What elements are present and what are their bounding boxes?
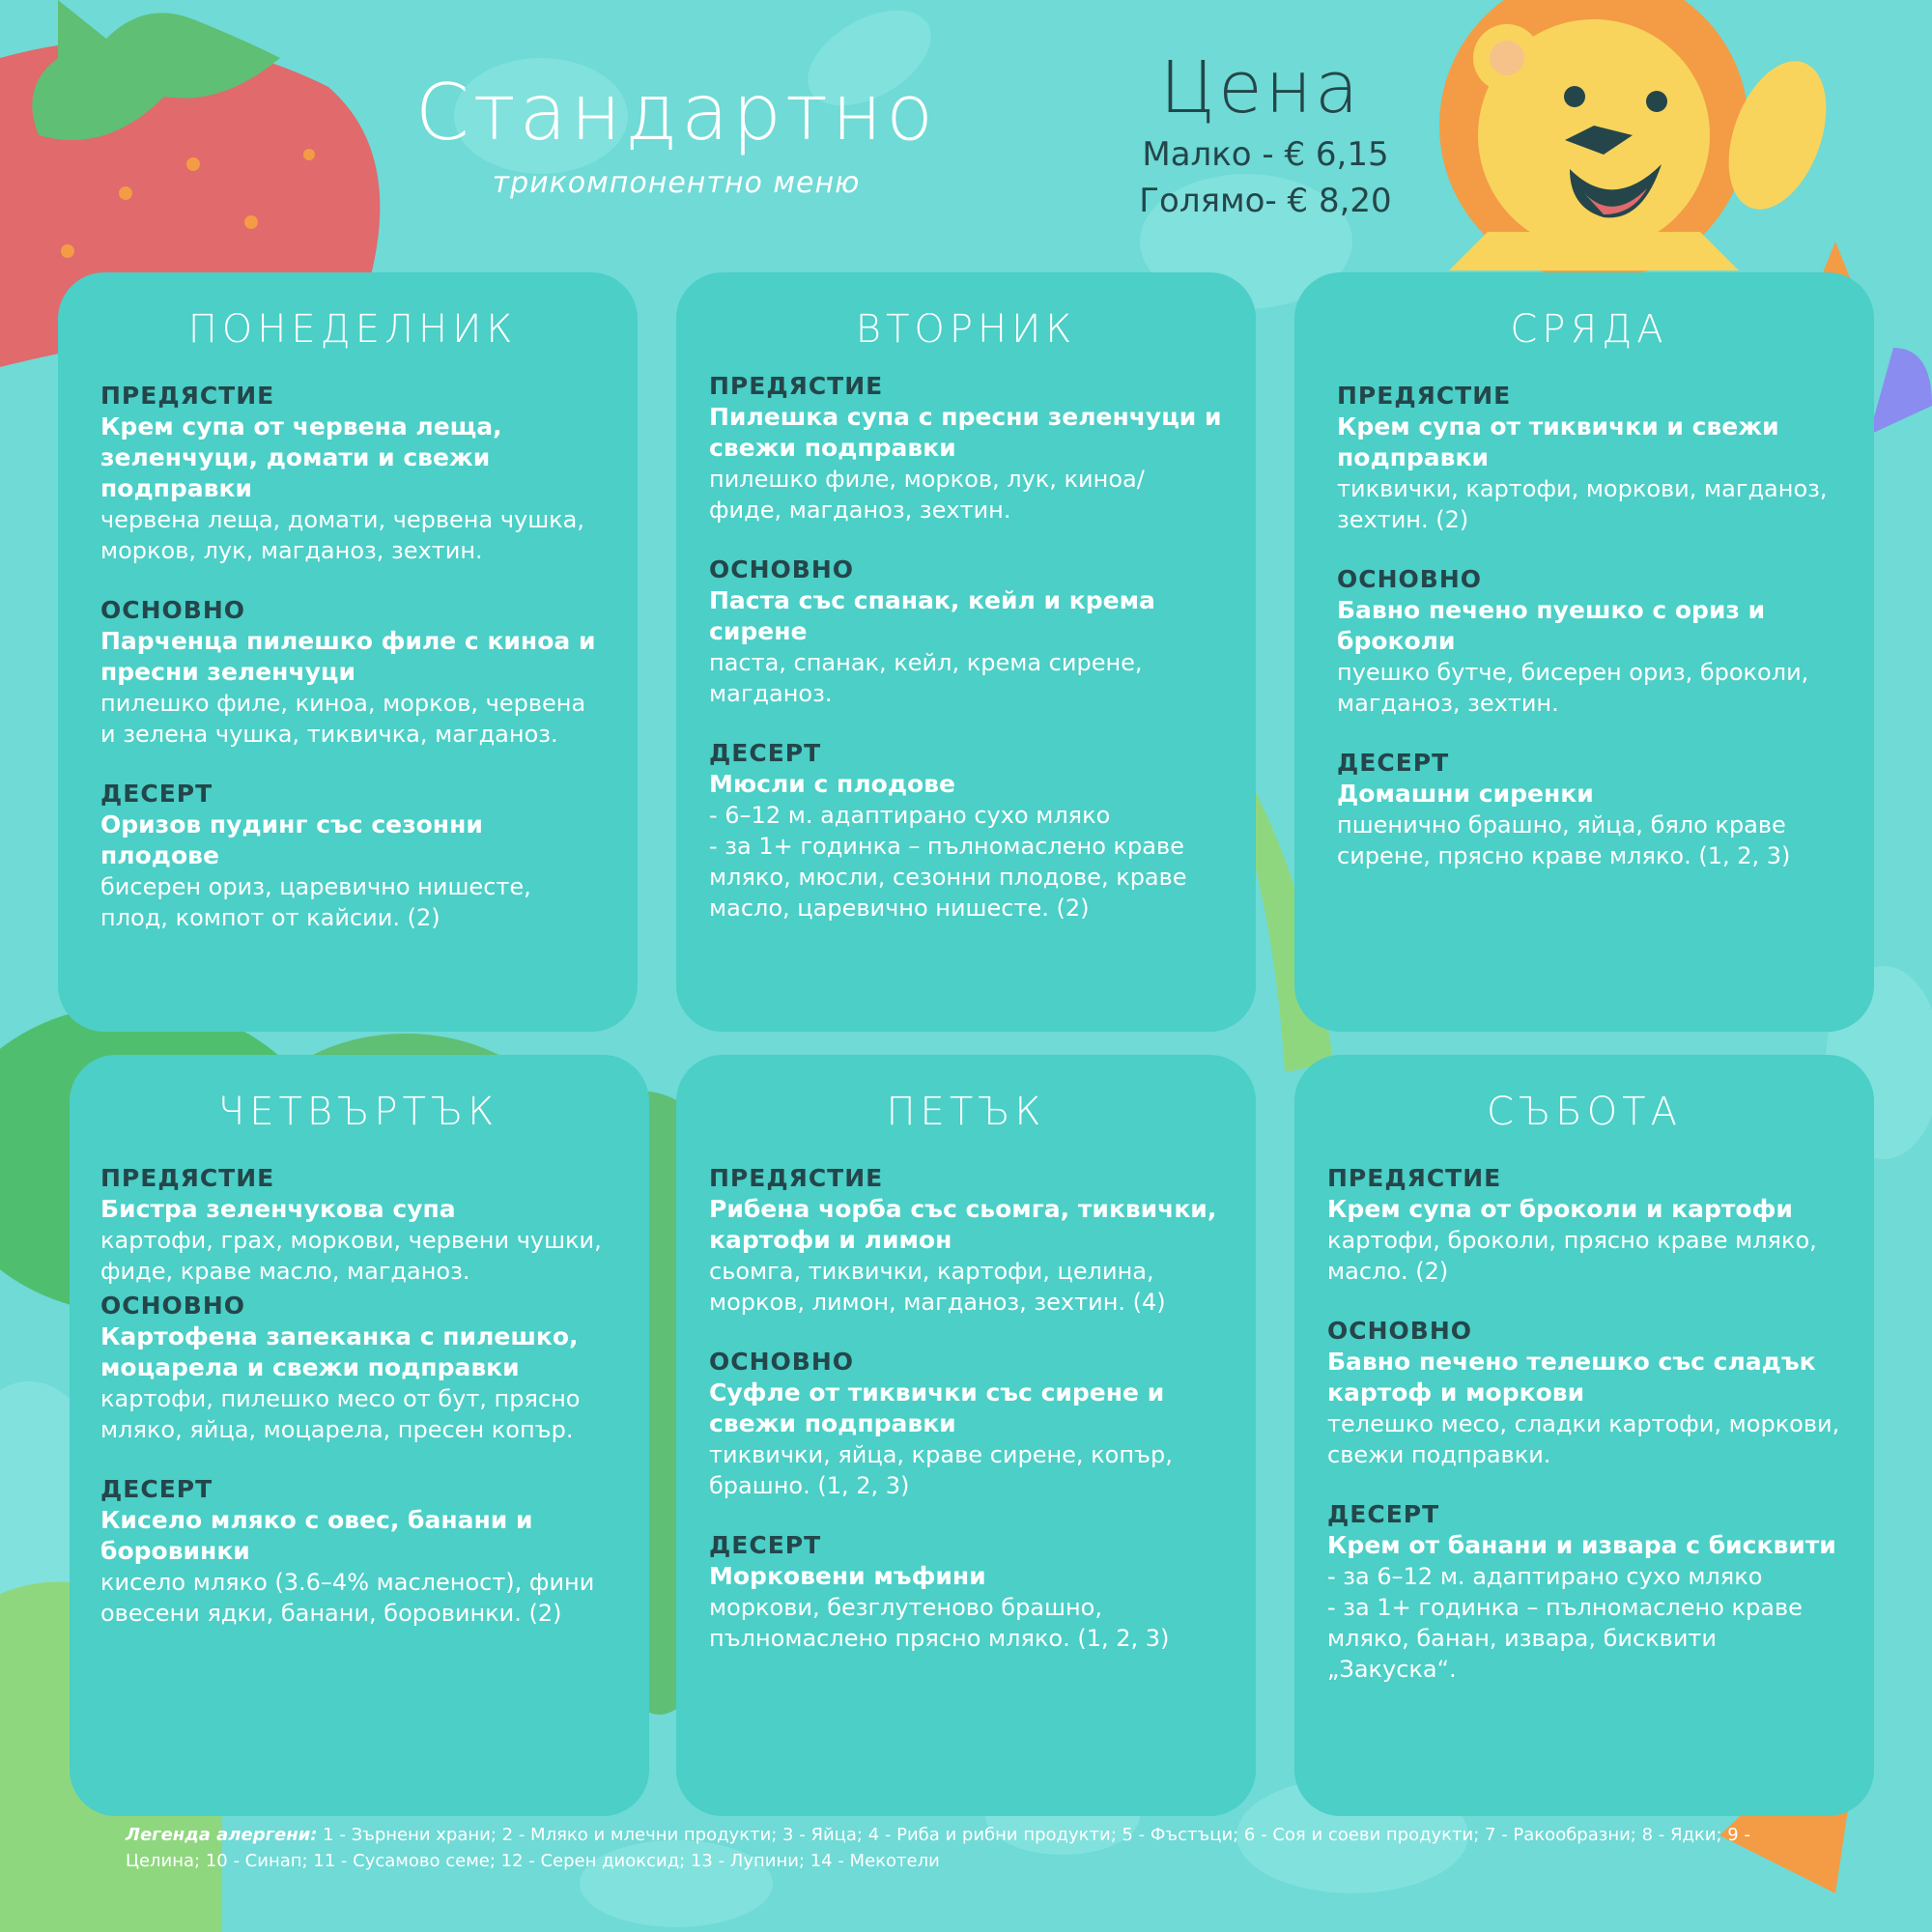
course-label: ДЕСЕРТ xyxy=(1337,749,1450,777)
dish-ingredients: тиквички, картофи, моркови, магданоз, зехтин. (2) xyxy=(1337,475,1828,533)
course-label: ОСНОВНО xyxy=(100,1292,246,1320)
dish-name: Парченца пилешко филе с киноа и пресни зеленчуци xyxy=(100,627,596,686)
dish-ingredients: картофи, грах, моркови, червени чушки, фиде, краве масло, магданоз. xyxy=(100,1227,602,1285)
course-label: ПРЕДЯСТИЕ xyxy=(100,382,275,410)
day-title: СЪБОТА xyxy=(1487,1090,1682,1134)
dish-name: Крем от банани и извара с бисквити xyxy=(1327,1531,1836,1559)
dish-ingredients: тиквички, яйца, краве сирене, копър, брашно. (1, 2, 3) xyxy=(709,1441,1173,1499)
course-dessert xyxy=(709,738,1223,923)
course-label: ПРЕДЯСТИЕ xyxy=(100,1164,275,1192)
dish-name: Домашни сиренки xyxy=(1337,780,1594,808)
course-label: ДЕСЕРТ xyxy=(709,739,822,767)
dish-ingredients: паста, спанак, кейл, крема сирене, магданоз. xyxy=(709,649,1143,707)
course-starter xyxy=(100,1163,616,1287)
day-title: ПОНЕДЕЛНИК xyxy=(187,307,518,352)
course-dessert xyxy=(100,779,605,933)
course-label: ДЕСЕРТ xyxy=(1327,1500,1440,1528)
allergen-legend-label: Легенда алергени: xyxy=(126,1825,318,1845)
allergen-legend-text: 1 - Зърнени храни; 2 - Мляко и млечни продукти; 3 - Яйца; 4 - Риба и рибни продукти; 5 - Фъстъци; 6 - Соя и соеви продукти; 7 - Ракообразни; 8 - Ядки; 9 - Целина; 10 - Синап; 11 - Сусамово семе; 12 - Серен диоксид; 13 - Лупини; 14 - Мекотели xyxy=(126,1825,1750,1871)
dish-name: Суфле от тиквички със сирене и свежи подправки xyxy=(709,1378,1165,1437)
price-small: Малко - € 6,15 xyxy=(1142,135,1389,174)
dish-ingredients: - 6–12 м. адаптирано сухо мляко - за 1+ годинка – пълномаслено краве мляко, мюсли, сезонни плодове, краве масло, царевично нишесте. (2) xyxy=(709,802,1187,922)
day-title: ВТОРНИК xyxy=(855,307,1077,352)
lion-mascot-illustration xyxy=(1439,0,1845,280)
dish-name: Бавно печено пуешко с ориз и броколи xyxy=(1337,596,1766,655)
allergen-legend xyxy=(126,1822,1826,1874)
price-large: Голямо- € 8,20 xyxy=(1139,182,1392,220)
course-starter xyxy=(709,1163,1223,1318)
course-label: ОСНОВНО xyxy=(709,555,855,583)
course-starter xyxy=(1337,381,1841,535)
dish-name: Паста със спанак, кейл и крема сирене xyxy=(709,586,1155,645)
dish-name: Кисело мляко с овес, банани и боровинки xyxy=(100,1506,533,1565)
course-label: ПРЕДЯСТИЕ xyxy=(709,1164,884,1192)
day-title: СРЯДА xyxy=(1510,307,1668,352)
course-label: ПРЕДЯСТИЕ xyxy=(1337,382,1512,410)
dish-name: Крем супа от броколи и картофи xyxy=(1327,1195,1793,1223)
course-dessert xyxy=(100,1474,616,1629)
dish-ingredients: сьомга, тиквички, картофи, целина, морков, лимон, магданоз, зехтин. (4) xyxy=(709,1258,1166,1316)
course-main xyxy=(100,1291,616,1445)
course-dessert xyxy=(1327,1499,1841,1685)
dish-ingredients: кисело мляко (3.6–4% масленост), фини овесени ядки, банани, боровинки. (2) xyxy=(100,1569,595,1627)
dish-name: Оризов пудинг със сезонни плодове xyxy=(100,810,483,869)
day-card-wednesday xyxy=(1294,272,1874,1032)
day-card-tuesday xyxy=(676,272,1256,1032)
day-title: ЧЕТВЪРТЪК xyxy=(217,1090,499,1134)
course-starter xyxy=(100,381,605,566)
dish-name: Мюсли с плодове xyxy=(709,770,955,798)
course-label: ОСНОВНО xyxy=(1337,565,1483,593)
day-card-monday xyxy=(58,272,638,1032)
dish-ingredients: - за 6–12 м. адаптирано сухо мляко - за 1+ годинка – пълномаслено краве мляко, банан, извара, бисквити „Закуска“. xyxy=(1327,1563,1803,1683)
day-card-friday xyxy=(676,1055,1256,1816)
dish-ingredients: картофи, пилешко месо от бут, прясно мляко, яйца, моцарела, пресен копър. xyxy=(100,1385,581,1443)
course-label: ДЕСЕРТ xyxy=(709,1531,822,1559)
menu-title: Стандартно xyxy=(414,68,938,157)
course-main xyxy=(709,1347,1223,1501)
menu-subtitle: трикомпонентно меню xyxy=(492,166,861,200)
dish-name: Морковени мъфини xyxy=(709,1562,986,1590)
course-dessert xyxy=(1337,748,1841,871)
course-label: ОСНОВНО xyxy=(709,1348,855,1376)
course-main xyxy=(1327,1316,1841,1470)
dish-ingredients: бисерен ориз, царевично нишесте, плод, компот от кайсии. (2) xyxy=(100,873,531,931)
dish-name: Крем супа от тиквички и свежи подправки xyxy=(1337,412,1779,471)
dish-ingredients: телешко месо, сладки картофи, моркови, свежи подправки. xyxy=(1327,1410,1840,1468)
dish-ingredients: пуешко бутче, бисерен ориз, броколи, магданоз, зехтин. xyxy=(1337,659,1809,717)
dish-ingredients: пилешко филе, киноа, морков, червена и зелена чушка, тиквичка, магданоз. xyxy=(100,690,586,748)
course-label: ДЕСЕРТ xyxy=(100,780,213,808)
course-starter xyxy=(1327,1163,1841,1287)
dish-name: Рибена чорба със сьомга, тиквички, картофи и лимон xyxy=(709,1195,1217,1254)
course-main xyxy=(709,554,1223,709)
dish-name: Пилешка супа с пресни зеленчуци и свежи подправки xyxy=(709,403,1222,462)
dish-ingredients: картофи, броколи, прясно краве мляко, масло. (2) xyxy=(1327,1227,1817,1285)
course-label: ОСНОВНО xyxy=(1327,1317,1473,1345)
course-starter xyxy=(709,371,1223,526)
day-card-saturday xyxy=(1294,1055,1874,1816)
dish-name: Крем супа от червена леща, зеленчуци, домати и свежи подправки xyxy=(100,412,502,502)
course-label: ОСНОВНО xyxy=(100,596,246,624)
dish-name: Картофена запеканка с пилешко, моцарела и свежи подправки xyxy=(100,1322,579,1381)
course-main xyxy=(1337,564,1841,719)
dish-ingredients: пшенично брашно, яйца, бяло краве сирене, прясно краве мляко. (1, 2, 3) xyxy=(1337,811,1791,869)
dish-ingredients: пилешко филе, морков, лук, киноа/ фиде, магданоз, зехтин. xyxy=(709,466,1145,524)
course-main xyxy=(100,595,605,750)
dish-name: Бавно печено телешко със сладък картоф и моркови xyxy=(1327,1348,1816,1406)
price-heading: Цена xyxy=(1159,46,1362,129)
course-label: ПРЕДЯСТИЕ xyxy=(1327,1164,1502,1192)
course-label: ДЕСЕРТ xyxy=(100,1475,213,1503)
dish-ingredients: моркови, безглутеново брашно, пълномаслено прясно мляко. (1, 2, 3) xyxy=(709,1594,1170,1652)
dish-ingredients: червена леща, домати, червена чушка, морков, лук, магданоз, зехтин. xyxy=(100,506,585,564)
course-dessert xyxy=(709,1530,1223,1654)
course-label: ПРЕДЯСТИЕ xyxy=(709,372,884,400)
dish-name: Бистра зеленчукова супа xyxy=(100,1195,456,1223)
day-title: ПЕТЪК xyxy=(886,1090,1046,1134)
day-card-thursday xyxy=(70,1055,649,1816)
